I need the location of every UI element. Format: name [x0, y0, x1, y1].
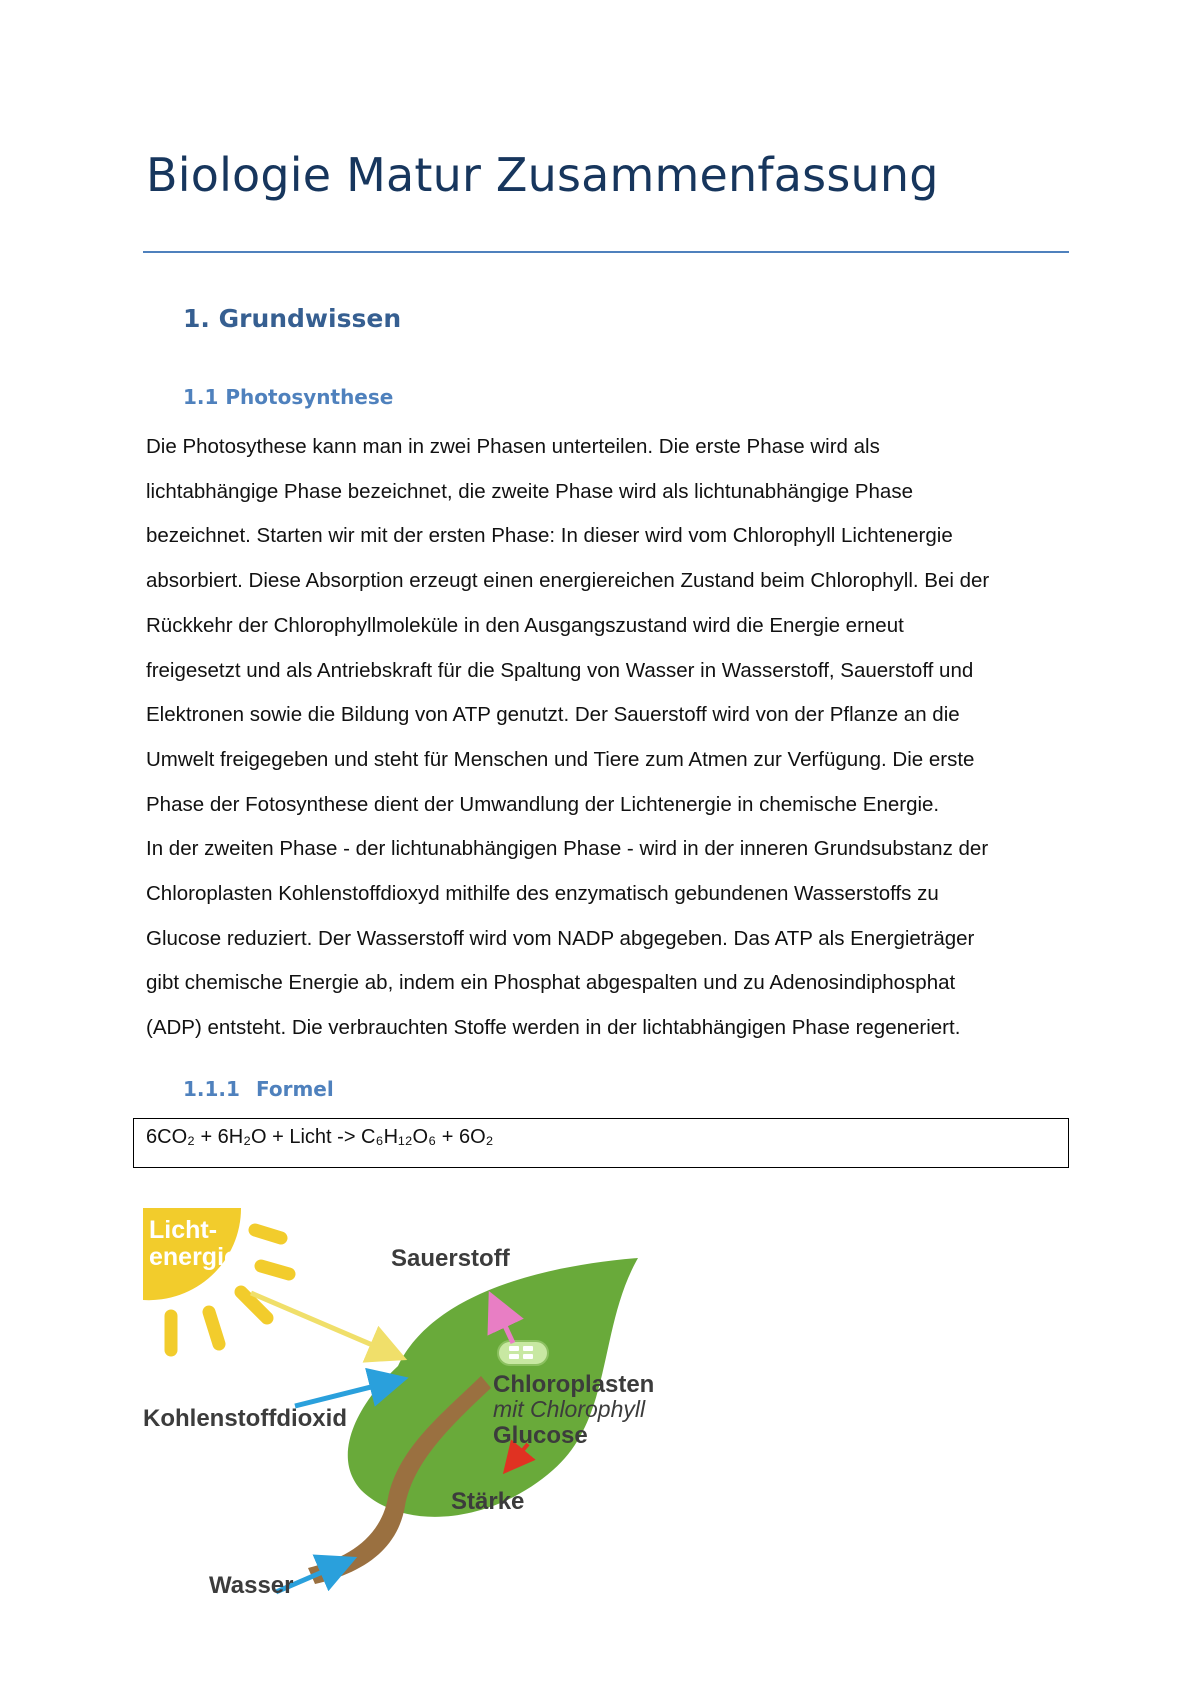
formula-box — [133, 1118, 1069, 1168]
paragraph-line: lichtabhängige Phase bezeichnet, die zweite Phase wird als lichtunabhängige Phase — [146, 479, 913, 503]
chloroplast-label: Chloroplasten — [493, 1371, 655, 1398]
paragraph-line: Phase der Fotosynthese dient der Umwandlung der Lichtenergie in chemische Energie. — [146, 792, 940, 816]
heading-formel-text: Formel — [256, 1077, 334, 1101]
paragraph-line: gibt chemische Energie ab, indem ein Phosphat abgespalten und zu Adenosindiphosphat — [146, 971, 956, 995]
paragraph-line: bezeichnet. Starten wir mit der ersten Phase: In dieser wird vom Chlorophyll Lichtenergie — [146, 524, 953, 548]
page-title: Biologie Matur Zusammenfassung — [146, 148, 939, 202]
paragraph-line: Rückkehr der Chlorophyllmoleküle in den Ausgangszustand wird die Energie erneut — [146, 613, 904, 637]
light-arrow — [251, 1293, 398, 1356]
sun-icon — [143, 1208, 289, 1350]
formula-text: 6CO₂ + 6H₂O + Licht -> C₆H₁₂O₆ + 6O₂ — [146, 1126, 494, 1148]
paragraph-line: Elektronen sowie die Bildung von ATP genutzt. Der Sauerstoff wird von der Pflanze an die — [146, 703, 960, 727]
photosynthesis-diagram — [143, 1208, 663, 1600]
paragraph-line: absorbiert. Diese Absorption erzeugt einen energiereichen Zustand beim Chlorophyll. Bei der — [146, 569, 990, 593]
sun-label-line2: energie — [149, 1243, 238, 1271]
heading-formel-number: 1.1.1 — [183, 1077, 240, 1101]
photosynthesis-diagram-svg — [143, 1208, 663, 1600]
chloroplast-icon — [498, 1341, 548, 1365]
title-divider — [143, 251, 1069, 253]
chlorophyll-label: mit Chlorophyll — [493, 1396, 646, 1422]
paragraph-line: Umwelt freigegeben und steht für Menschen und Tiere zum Atmen zur Verfügung. Die erste — [146, 747, 975, 771]
sun-label-line1: Licht- — [149, 1216, 218, 1244]
heading-formel — [183, 1077, 334, 1101]
oxygen-label: Sauerstoff — [391, 1245, 510, 1272]
water-label: Wasser — [209, 1572, 294, 1599]
heading-photosynthese: 1.1 Photosynthese — [183, 385, 394, 409]
paragraph-line: In der zweiten Phase - der lichtunabhängigen Phase - wird in der inneren Grundsubstanz der — [146, 837, 989, 861]
glucose-label: Glucose — [493, 1422, 588, 1449]
co2-label: Kohlenstoffdioxid — [143, 1405, 347, 1432]
paragraph-line: (ADP) entsteht. Die verbrauchten Stoffe werden in der lichtabhängigen Phase regeneriert. — [146, 1016, 961, 1040]
heading-grundwissen: 1. Grundwissen — [183, 304, 402, 333]
body-paragraph — [146, 425, 1076, 1051]
paragraph-line: Glucose reduziert. Der Wasserstoff wird vom NADP abgegeben. Das ATP als Energieträger — [146, 926, 975, 950]
paragraph-line: Die Photosythese kann man in zwei Phasen unterteilen. Die erste Phase wird als — [146, 435, 880, 458]
paragraph-line: freigesetzt und als Antriebskraft für die Spaltung von Wasser in Wasserstoff, Sauerstoff und — [146, 658, 974, 682]
starch-label: Stärke — [451, 1488, 525, 1515]
paragraph-line: Chloroplasten Kohlenstoffdioxyd mithilfe des enzymatisch gebundenen Wasserstoffs zu — [146, 882, 939, 906]
